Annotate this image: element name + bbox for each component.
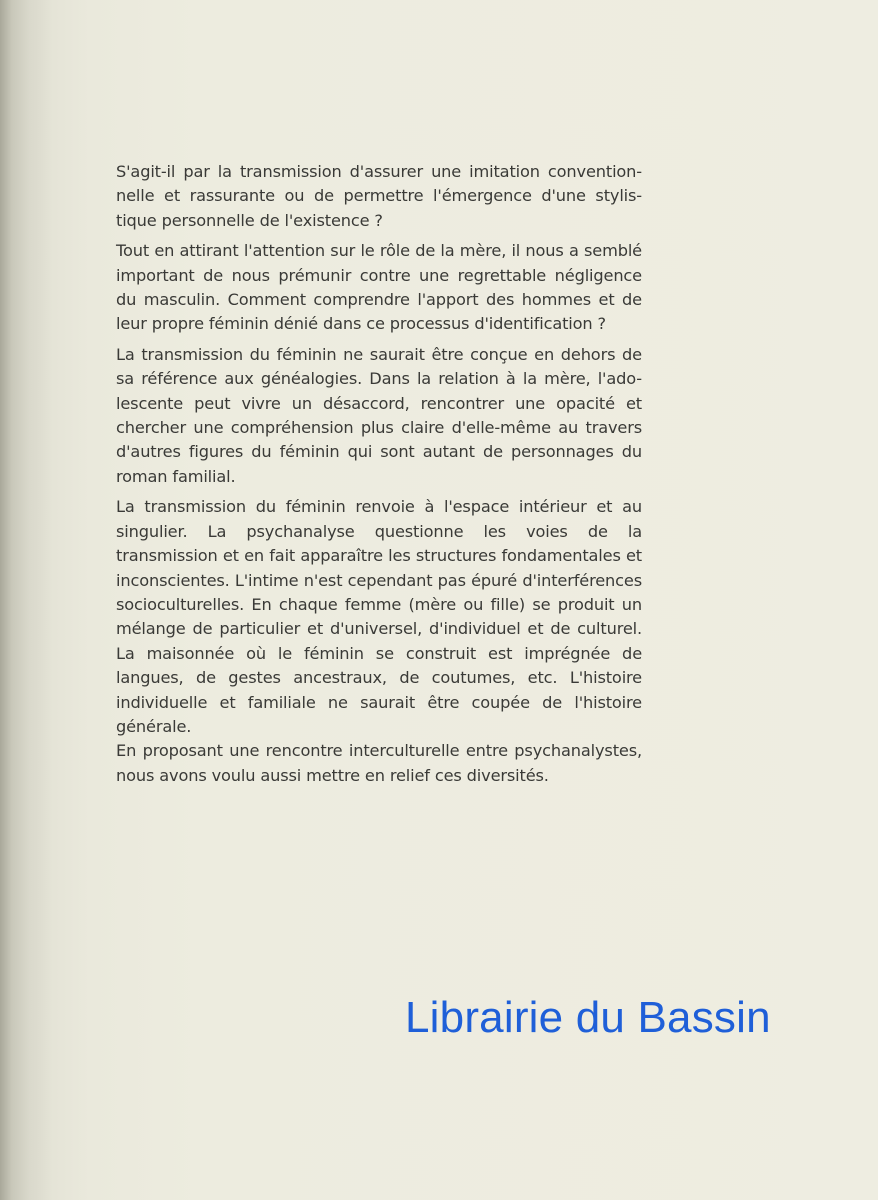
paragraph: En proposant une rencontre interculturelle entre psychanalystes, nous avons voulu aussi mettre en relief ces diversités. — [116, 741, 642, 785]
facing-page-edge — [0, 0, 52, 1200]
facing-page-bleed-text — [0, 263, 22, 330]
paragraph: Tout en attirant l'attention sur le rôle de la mère, il nous a semblé important de nous prémunir contre une regrettable négligence du masculin. Comment comprendre l'apport des hommes et de leur propre féminin dénié dans ce processus d'identification ? — [116, 241, 642, 334]
facing-page-bleed-text — [0, 733, 22, 800]
watermark-text: Librairie du Bassin — [405, 993, 771, 1042]
facing-page-bleed-text — [0, 53, 22, 120]
paragraph: S'agit-il par la transmission d'assurer une imitation convention-nelle et rassurante ou de permettre l'émergence d'une stylis-tique personnelle de l'existence ? — [116, 162, 642, 230]
body-text — [116, 160, 642, 794]
paragraph: La transmission du féminin renvoie à l'espace intérieur et au singulier. La psychanalyse questionne les voies de la transmission et en fait apparaître les structures fondamentales et inconscientes. L'intime n'est cependant pas épuré d'interférences socioculturelles. En chaque femme (mère ou fille) se produit un mélange de particulier et d'universel, d'individuel et de culturel. La maisonnée où le féminin se construit est imprégnée de langues, de gestes ancestraux, de coutumes, etc. L'histoire individuelle et familiale ne saurait être coupée de l'histoire générale. — [116, 497, 642, 736]
facing-page-bleed-text — [0, 493, 22, 560]
facing-page-bleed-text — [0, 973, 22, 1040]
paragraph: La transmission du féminin ne saurait être conçue en dehors de sa référence aux généalogies. Dans la relation à la mère, l'ado-lescente peut vivre un désaccord, rencontrer une opacité et chercher une compréhension plus claire d'elle-même au travers d'autres figures du féminin qui sont autant de personnages du roman familial. — [116, 344, 642, 486]
